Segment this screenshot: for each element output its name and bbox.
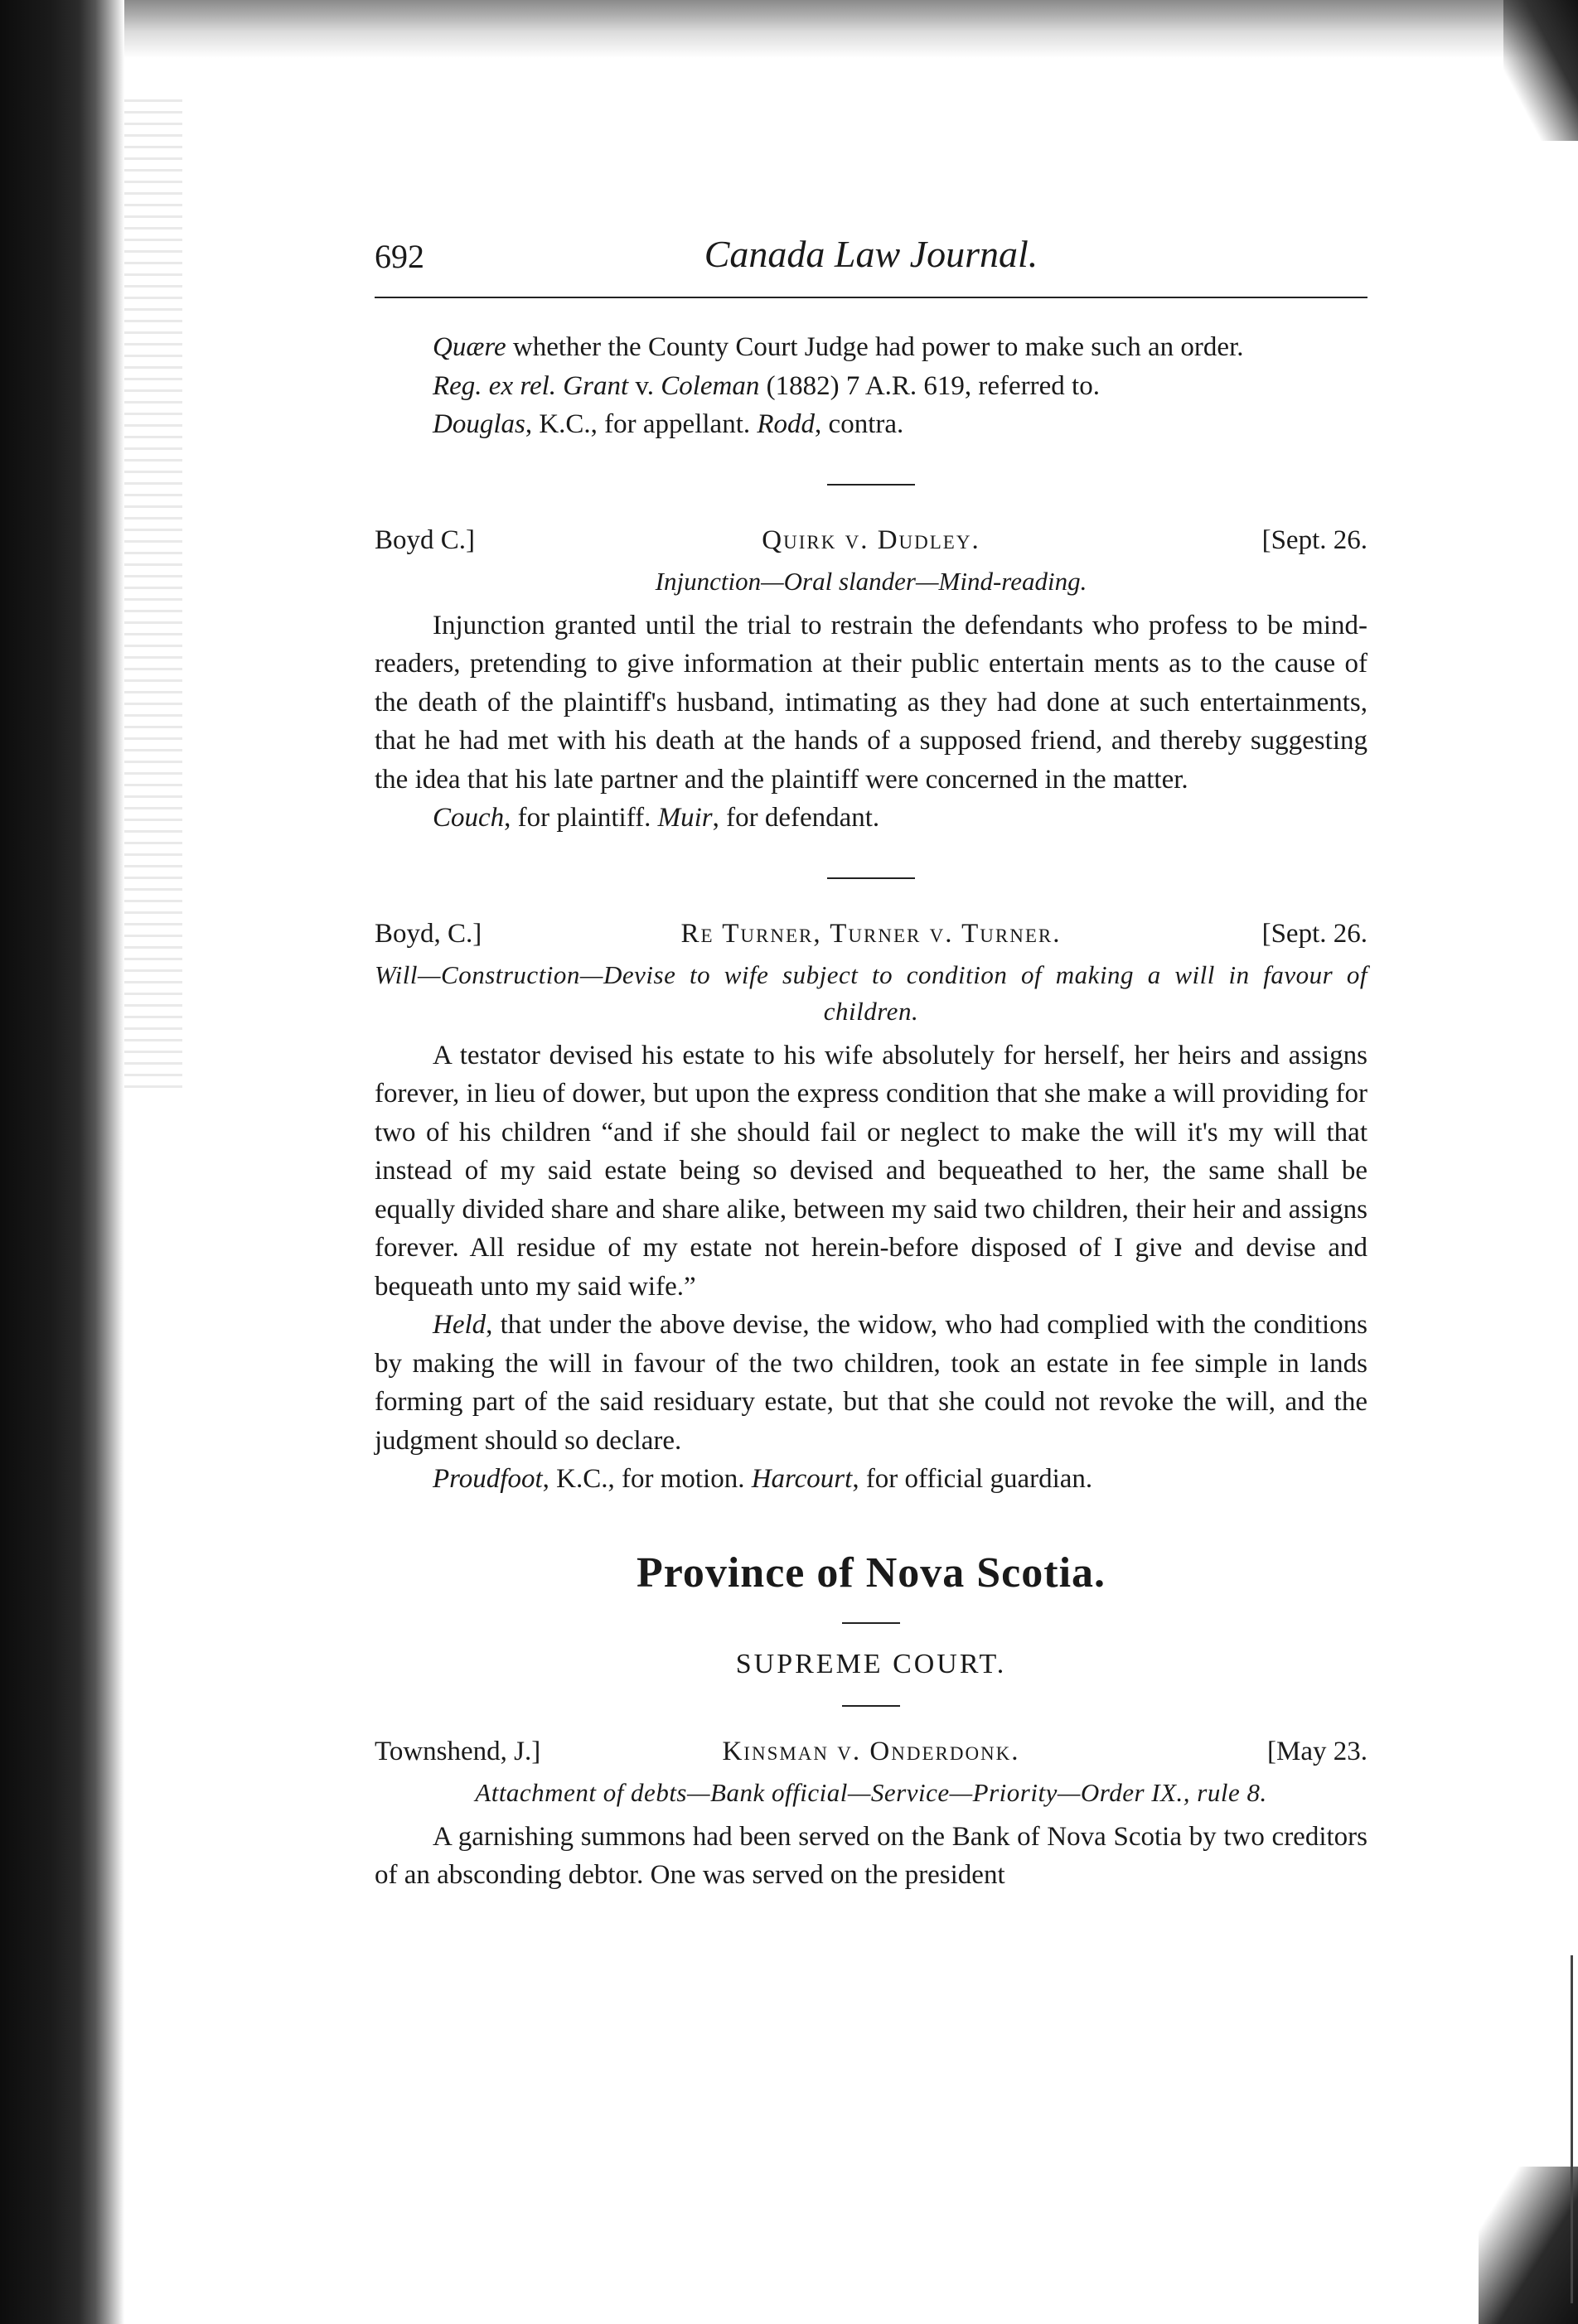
separator-rule	[842, 1622, 900, 1624]
quaere-paragraph	[375, 328, 1367, 367]
case-caption	[375, 520, 1367, 560]
counsel-rodd: Rodd	[757, 409, 816, 439]
case-headnote: Will—Construction—Devise to wife subject to condition of making a will in favour of children.	[375, 959, 1367, 1026]
case-counsel	[375, 799, 1367, 838]
counsel-text-a: , for plaintiff.	[504, 803, 658, 833]
counsel-text-b: , for defendant.	[712, 803, 880, 833]
case-parties: Kinsman v. Onderdonk.	[722, 1736, 1020, 1766]
page-number: 692	[375, 238, 424, 275]
counsel-paragraph	[375, 405, 1367, 444]
scan-edge-right	[1571, 1955, 1573, 2303]
counsel-couch: Couch	[433, 803, 505, 833]
citation-paragraph	[375, 367, 1367, 406]
citation-v: v.	[628, 370, 661, 401]
case-holding	[375, 1306, 1367, 1460]
case-date: [May 23.	[1267, 1736, 1367, 1766]
case-caption	[375, 1732, 1367, 1771]
case-judge: Townshend, J.]	[375, 1736, 541, 1766]
counsel-muir: Muir	[657, 803, 713, 833]
counsel-douglas: Douglas	[433, 409, 525, 439]
separator-rule	[827, 877, 915, 879]
citation-case: Reg. ex rel. Grant	[433, 370, 629, 401]
case-body: Injunction granted until the trial to restrain the defendants who profess to be mind-readers, pretending to give information at their public entertain ments as to the cause of the death of the plaintiff's husband, intimating as they had done at such entertainments, that he had met with his death at the hands of a supposed friend, and thereby suggesting the idea that his late partner and the plaintiff were concerned in the matter.	[375, 610, 1367, 795]
counsel-harcourt: Harcourt	[751, 1464, 853, 1494]
case-headnote: Injunction—Oral slander—Mind-reading.	[655, 566, 1087, 596]
case-parties: Re Turner, Turner v. Turner.	[680, 918, 1062, 949]
case-judge: Boyd, C.]	[375, 918, 482, 949]
scan-speckle	[124, 99, 182, 1094]
case-body: A testator devised his estate to his wife absolutely for herself, her heirs and assigns forever, in lieu of dower, but upon the express condition that she make a will providing for two of his children “and if she should fail or neglect to make the will it's my will that instead of my said estate being so devised and bequeathed to her, the same shall be equally divided share and share alike, between my said two children, their heir and assigns forever. All residue of my estate not herein-before disposed of I give and devise and bequeath unto my said wife.”	[375, 1040, 1367, 1302]
case-judge: Boyd C.]	[375, 524, 476, 555]
province-heading: Province of Nova Scotia.	[636, 1549, 1106, 1597]
case-date: [Sept. 26.	[1261, 524, 1367, 555]
quaere-word: Quære	[433, 332, 506, 362]
separator-rule	[842, 1705, 900, 1707]
counsel-text-a: , K.C., for motion.	[542, 1464, 752, 1494]
case-parties: Quirk v. Dudley.	[762, 524, 980, 555]
journal-page	[375, 232, 1367, 1895]
case-kinsman-onderdonk	[375, 1732, 1367, 1895]
scan-edge-left	[0, 0, 124, 2324]
held-word: Held	[433, 1310, 486, 1340]
header-rule	[375, 297, 1367, 298]
running-header	[375, 232, 1367, 290]
counsel-proudfoot: Proudfoot	[433, 1464, 543, 1494]
counsel-text-b: , contra.	[815, 409, 904, 439]
continuation-block	[375, 328, 1367, 444]
citation-text: (1882) 7 A.R. 619, referred to.	[759, 370, 1100, 401]
separator-rule	[827, 484, 915, 486]
counsel-text-b: , for official guardian.	[852, 1464, 1093, 1494]
case-caption	[375, 914, 1367, 954]
citation-coleman: Coleman	[661, 370, 760, 401]
counsel-text-a: , K.C., for appellant.	[525, 409, 758, 439]
scan-corner-top-right	[1503, 0, 1578, 141]
case-counsel	[375, 1460, 1367, 1499]
case-headnote: Attachment of debts—Bank official—Service—Priority—Order IX., rule 8.	[475, 1777, 1267, 1807]
journal-title: Canada Law Journal.	[704, 233, 1038, 275]
court-heading: SUPREME COURT.	[735, 1648, 1007, 1679]
case-body: A garnishing summons had been served on the Bank of Nova Scotia by two creditors of an absconding debtor. One was served on the president	[375, 1821, 1367, 1890]
case-date: [Sept. 26.	[1261, 918, 1367, 949]
scan-edge-top	[124, 0, 1578, 66]
quaere-text: whether the County Court Judge had power to make such an order.	[506, 332, 1244, 362]
case-re-turner	[375, 914, 1367, 1499]
case-quirk-dudley	[375, 520, 1367, 838]
scan-corner-bottom-right	[1479, 2167, 1578, 2324]
held-text: , that under the above devise, the widow, who had complied with the conditions by making the will in favour of the two children, took an estate in fee simple in lands forming part of the said residuary estate, but that she could not revoke the will, and the judgment should so declare.	[375, 1310, 1367, 1456]
